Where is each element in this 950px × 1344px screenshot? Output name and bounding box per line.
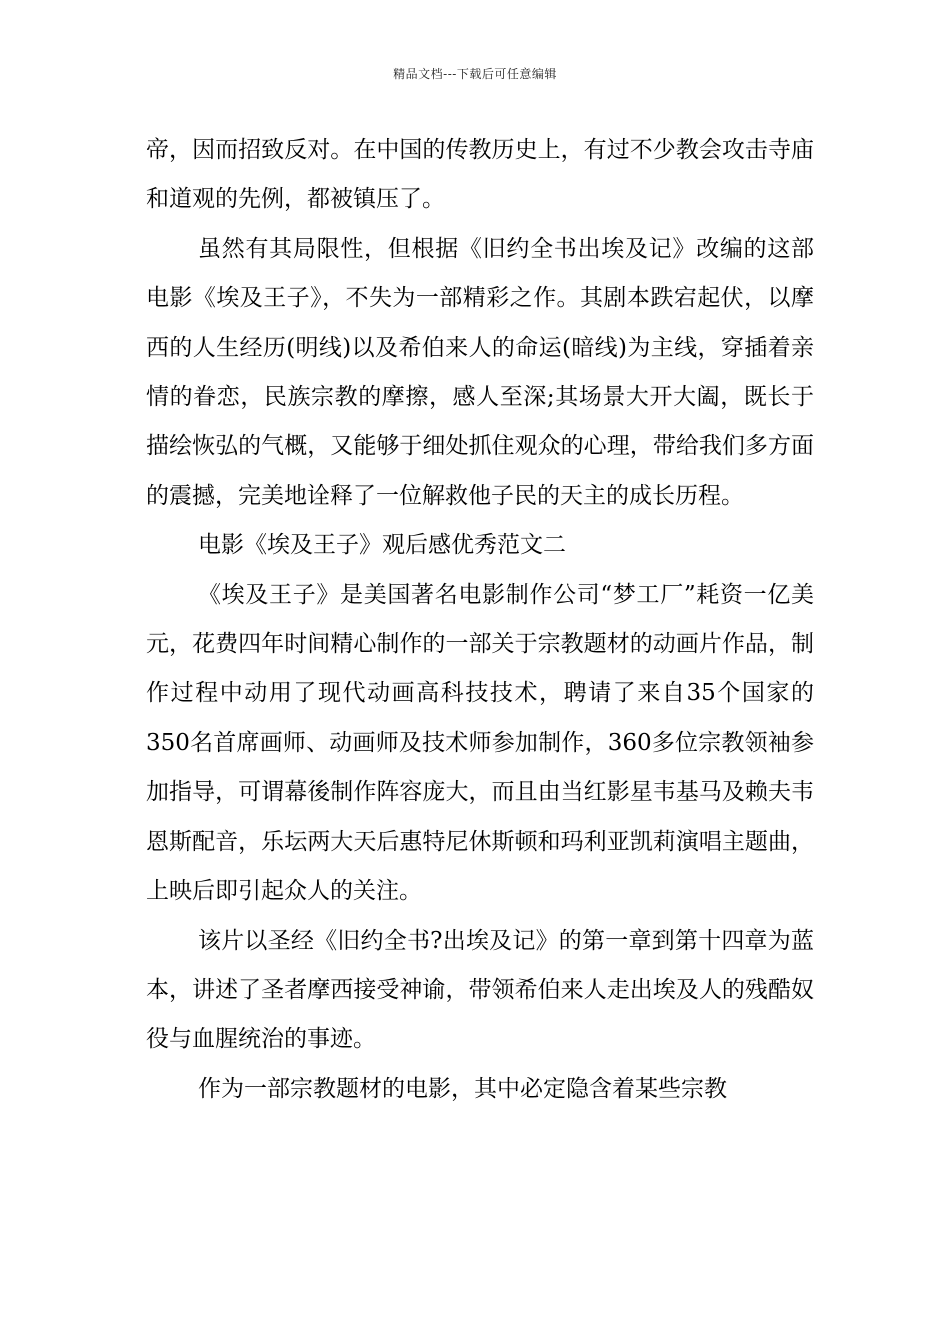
paragraph-film-review: 虽然有其局限性，但根据《旧约全书出埃及记》改编的这部电影《埃及王子》，不失为一部精彩之作。其剧本跌宕起伏，以摩西的人生经历(明线)以及希伯来人的命运(暗线)为主线，穿插着亲情的眷恋，民族宗教的摩擦，感人至深;其场景大开大阖，既长于描绘恢弘的气概，又能够于细处抓住观众的心理，带给我们多方面的震撼，完美地诠释了一位解救他子民的天主的成长历程。 xyxy=(146,235,814,509)
document-body xyxy=(146,126,814,1114)
section-heading: 电影《埃及王子》观后感优秀范文二 xyxy=(198,532,566,559)
paragraph-religious-theme: 作为一部宗教题材的电影，其中必定隐含着某些宗教 xyxy=(198,1075,727,1102)
page-header: 精品文档---下载后可任意编辑 xyxy=(393,67,557,81)
paragraph-production: 《埃及王子》是美国著名电影制作公司“梦工厂”耗资一亿美元，花费四年时间精心制作的一部关于宗教题材的动画片作品，制作过程中动用了现代动画高科技技术，聘请了来自35个国家的350名首席画师、动画师及技术师参加制作，360多位宗教领袖参加指导，可谓幕後制作阵容庞大，而且由当红影星韦基马及赖夫韦恩斯配音，乐坛两大天后惠特尼休斯顿和玛利亚凯莉演唱主题曲，上映后即引起众人的关注。 xyxy=(146,581,814,905)
paragraph-continuation: 帝，因而招致反对。在中国的传教历史上，有过不少教会攻击寺庙和道观的先例，都被镇压了。 xyxy=(146,137,814,213)
paragraph-plot: 该片以圣经《旧约全书?出埃及记》的第一章到第十四章为蓝本，讲述了圣者摩西接受神谕，带领希伯来人走出埃及人的残酷奴役与血腥统治的事迹。 xyxy=(146,927,814,1053)
